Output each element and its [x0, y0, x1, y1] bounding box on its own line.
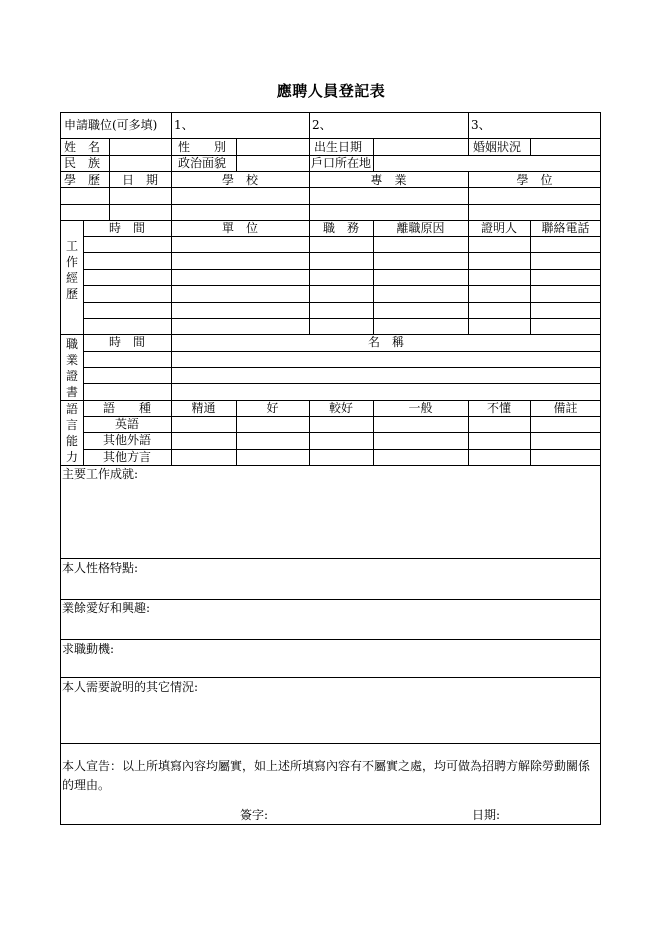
date-label: 日期:	[472, 808, 501, 822]
gender-label: 性 別	[178, 140, 227, 154]
education-degree-header: 學 位	[516, 173, 553, 187]
language-section-label: 語 言 能 力	[65, 402, 78, 464]
marital-status-label: 婚姻狀況	[473, 140, 522, 154]
language-dialect: 其他方言	[102, 450, 151, 464]
work-unit-header: 單 位	[221, 221, 258, 235]
achievements-label: 主要工作成就:	[62, 467, 139, 481]
language-fair-header: 較好	[328, 401, 353, 415]
work-time-header: 時 間	[108, 221, 145, 235]
language-none-header: 不懂	[486, 401, 511, 415]
education-school-header: 學 校	[221, 173, 258, 187]
language-good-header: 好	[266, 401, 279, 415]
apply-option-1[interactable]: 1、	[174, 118, 194, 132]
personality-label: 本人性格特點:	[62, 561, 139, 575]
birth-date-label: 出生日期	[314, 140, 363, 154]
language-kind-header: 語 種	[102, 401, 151, 415]
cert-name-header: 名 稱	[367, 335, 404, 349]
education-date-header: 日 期	[121, 173, 158, 187]
education-major-header: 專 業	[370, 173, 407, 187]
cert-time-header: 時 間	[108, 335, 145, 349]
education-label: 學 歷	[64, 173, 101, 187]
language-general-header: 一般	[408, 401, 433, 415]
hobbies-label: 業餘愛好和興趣:	[62, 601, 151, 615]
work-contact-header: 聯絡電話	[541, 221, 590, 235]
work-position-header: 職 務	[322, 221, 359, 235]
political-status-label: 政治面貌	[178, 156, 227, 170]
declaration-text: 本人宣告：以上所填寫內容均屬實，如上述所填寫內容有不屬實之處，均可做為招聘方解除勞動關係的理由。	[62, 759, 591, 792]
language-remark-header: 備註	[553, 401, 578, 415]
ethnic-label: 民 族	[64, 156, 101, 170]
cert-section-label: 職 業 證 書	[65, 337, 78, 399]
name-label: 姓 名	[64, 140, 101, 154]
language-other-foreign: 其他外語	[102, 433, 151, 447]
apply-position-label: 申請職位(可多填)	[64, 118, 158, 132]
work-section-label: 工 作 經 歷	[65, 239, 78, 301]
registration-form	[60, 112, 601, 825]
work-reason-header: 離職原因	[396, 221, 445, 235]
work-reference-header: 證明人	[480, 221, 517, 235]
language-fluent-header: 精通	[191, 401, 216, 415]
apply-option-2[interactable]: 2、	[312, 118, 332, 132]
hukou-label: 戶口所在地	[311, 156, 372, 170]
other-info-label: 本人需要說明的其它情況:	[62, 680, 199, 694]
language-english: 英語	[114, 417, 139, 431]
motivation-label: 求職動機:	[62, 642, 115, 656]
form-title: 應聘人員登記表	[276, 82, 386, 100]
signature-label: 簽字:	[240, 808, 269, 822]
apply-option-3[interactable]: 3、	[471, 118, 491, 132]
